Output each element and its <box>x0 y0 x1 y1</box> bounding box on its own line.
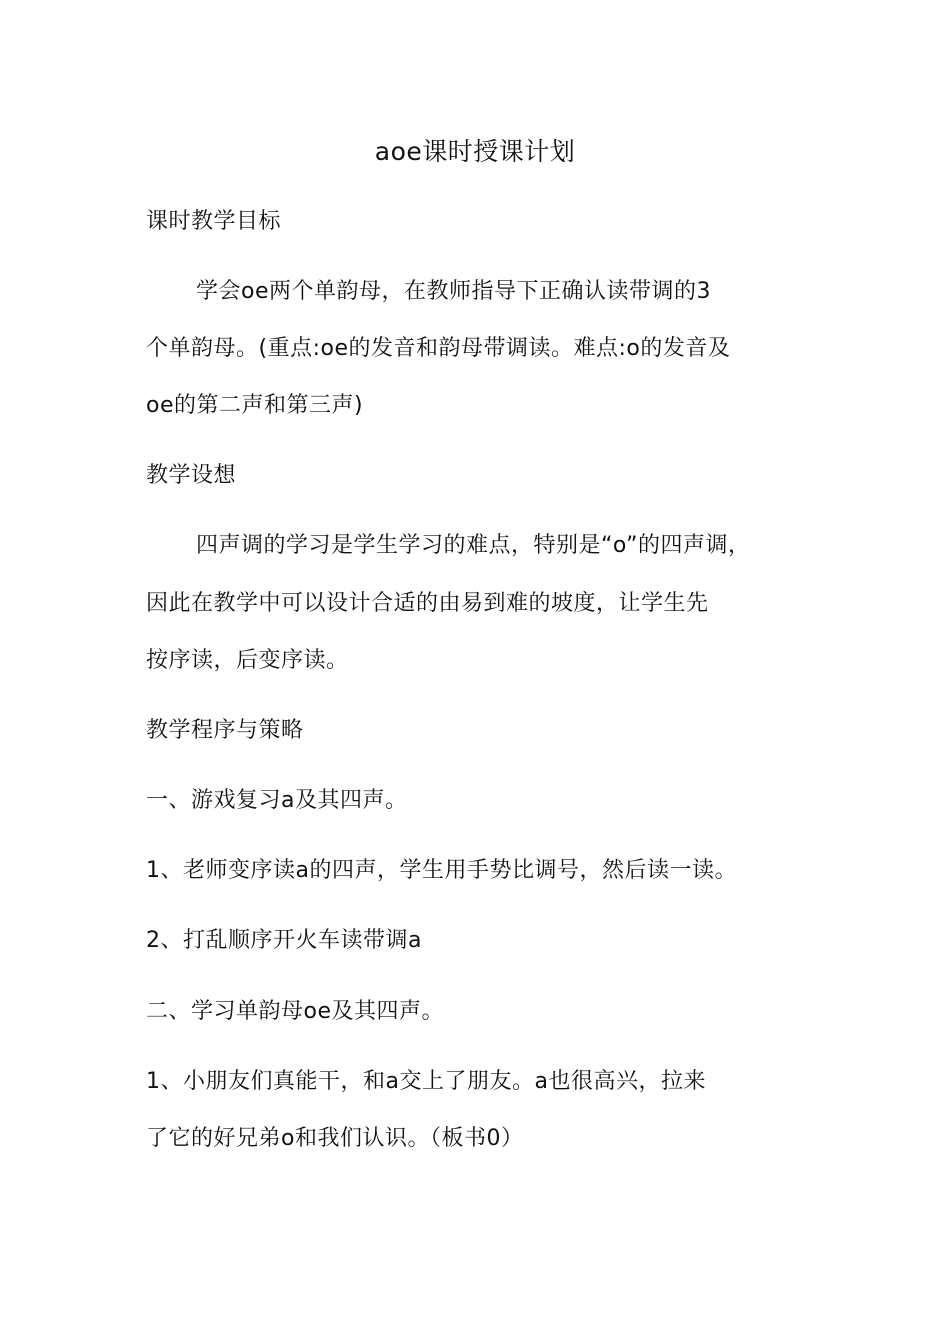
step1-item-2: 2、打乱顺序开火车读带调a <box>146 928 422 953</box>
design-line-1: 四声调的学习是学生学习的难点，特别是“o”的四声调， <box>196 533 751 558</box>
step2-item-1-line-2: 了它的好兄弟o和我们认识。（板书0） <box>146 1126 524 1151</box>
objectives-heading: 课时教学目标 <box>146 209 282 234</box>
objectives-line-1: 学会oe两个单韵母，在教师指导下正确认读带调的3 <box>196 279 711 304</box>
objectives-line-2: 个单韵母。(重点:oe的发音和韵母带调读。难点:o的发音及 <box>146 336 731 361</box>
objectives-line-3: oe的第二声和第三声) <box>146 393 364 418</box>
step2-title: 二、学习单韵母oe及其四声。 <box>146 999 444 1024</box>
procedure-heading: 教学程序与策略 <box>146 718 304 743</box>
document-title: aoe课时授课计划 <box>374 137 576 166</box>
design-line-3: 按序读，后变序读。 <box>146 648 349 673</box>
step1-title: 一、游戏复习a及其四声。 <box>146 788 408 813</box>
step2-item-1-line-1: 1、小朋友们真能干，和a交上了朋友。a也很高兴，拉来 <box>146 1069 706 1094</box>
design-heading: 教学设想 <box>146 463 237 488</box>
design-line-2: 因此在教学中可以设计合适的由易到难的坡度，让学生先 <box>146 591 709 616</box>
step1-item-1: 1、老师变序读a的四声，学生用手势比调号，然后读一读。 <box>146 858 737 883</box>
